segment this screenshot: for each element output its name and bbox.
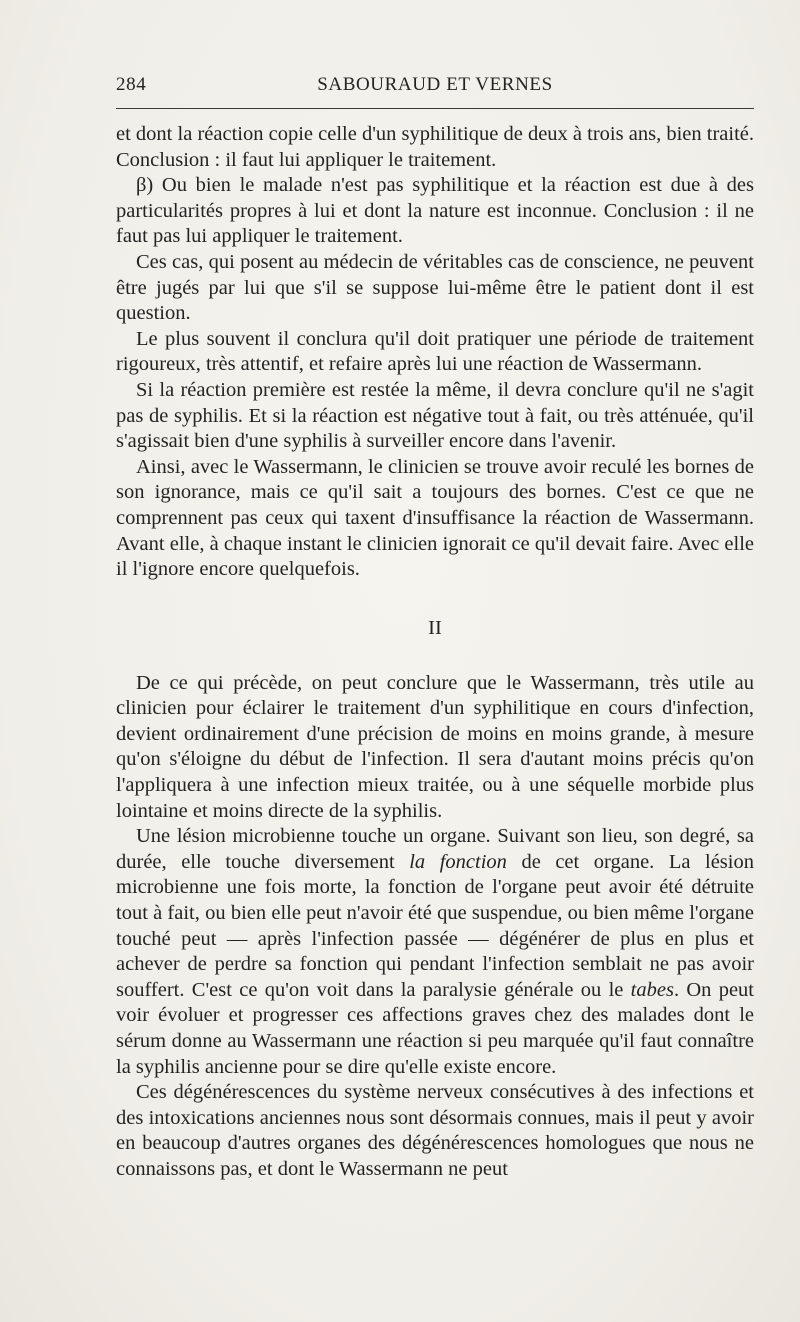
page-number: 284 (116, 74, 147, 95)
paragraph: Le plus souvent il conclura qu'il doit pratiquer une période de traitement rigoureux, très attentif, et refaire après lui une réaction de Wassermann. (116, 327, 754, 376)
text-run: . On peut voir évoluer et progresser ces affections graves chez des malades dont le sérum donne au Wassermann une réaction si peu marquée qu'il faut connaître la syphilis ancienne pour se dire qu'elle existe encore. (116, 978, 754, 1078)
paragraph: et dont la réaction copie celle d'un syphilitique de deux à trois ans, bien traité. Conclusion : il faut lui appliquer le traitement. (116, 123, 754, 171)
paragraph (116, 824, 754, 1080)
section-heading: II (428, 616, 442, 639)
text-run: Une lésion microbienne touche un organe. Suivant son lieu, son degré, sa durée, elle touche diversement (116, 825, 754, 873)
italic-text: tabes (630, 978, 674, 1001)
paragraph: Ces dégénérescences du système nerveux consécutives à des infections et des intoxications anciennes nous sont désormais connues, mais il peut y avoir en beaucoup d'autres organes des dégénérescences homologues que nous ne connaissons pas, et dont le Wassermann ne peut (116, 1081, 754, 1180)
paragraph: β) Ou bien le malade n'est pas syphilitique et la réaction est due à des particularités propres à lui et dont la nature est inconnue. Conclusion : il ne faut pas lui appliquer le traitement. (116, 174, 754, 248)
paragraph: Si la réaction première est restée la même, il devra conclure qu'il ne s'agit pas de syphilis. Et si la réaction est négative tout à fait, ou très atténuée, qu'il s'agissait bien d'une syphilis à surveiller encore dans l'avenir. (116, 378, 754, 453)
paragraph: Ainsi, avec le Wassermann, le clinicien se trouve avoir reculé les bornes de son ignorance, mais ce qu'il sait a toujours des bornes. C'est ce que ne comprennent pas ceux qui taxent d'insuffisance la réaction de Wassermann. Avant elle, à chaque instant le clinicien ignorait ce qu'il devait faire. Avec elle il l'ignore encore quelquefois. (116, 455, 754, 581)
paragraph: De ce qui précède, on peut conclure que le Wassermann, très utile au clinicien pour éclairer le traitement d'un syphilitique en cours d'infection, devient ordinairement d'une précision de moins en moins grande, à mesure qu'on s'éloigne du début de l'infection. Il sera d'autant moins précis qu'on l'appliquera à une infection mieux traitée, ou à une séquelle morbide plus lointaine et moins directe de la syphilis. (116, 671, 754, 822)
body-text (116, 122, 754, 1183)
paragraph: Ces cas, qui posent au médecin de véritables cas de conscience, ne peuvent être jugés par lui que s'il se suppose lui-même être le patient dont il est question. (116, 250, 754, 325)
text-run: de cet organe. La lésion microbienne une fois morte, la fonction de l'organe peut avoir été détruite tout à fait, ou bien elle peut n'avoir été que suspendue, ou bien même l'organe touché peut — après l'infection passée — dégénérer de plus en plus et achever de perdre sa fonction qui pendant l'infection semblait ne pas avoir souffert. C'est ce qu'on voit dans la paralysie générale ou le (116, 850, 754, 1001)
running-title: SABOURAUD ET VERNES (317, 74, 553, 95)
italic-text: la fonction (409, 850, 507, 873)
header-rule (116, 108, 754, 109)
page-header (116, 74, 754, 102)
